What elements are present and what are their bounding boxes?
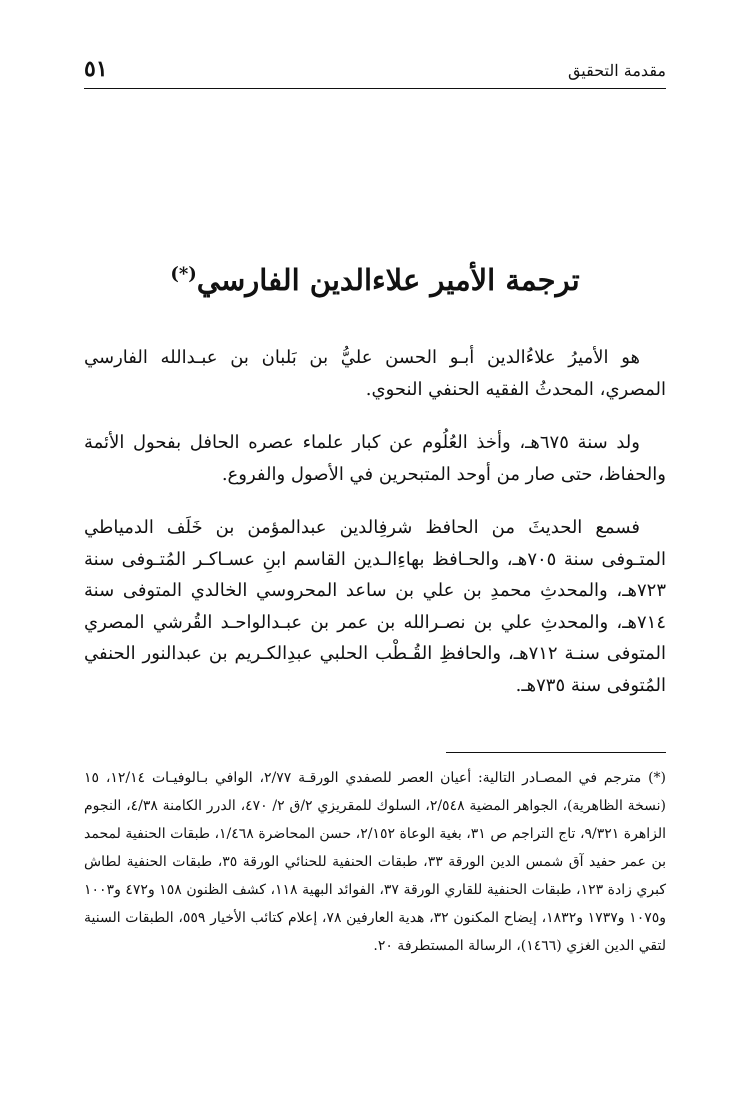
footnote-reference-mark: (*) xyxy=(170,263,197,285)
body-text xyxy=(84,342,666,723)
page-number: ٥١ xyxy=(84,56,108,82)
footnote-text: (*) مترجم في المصـادر التالية: أعيان العصر للصفدي الورقـة ٢/٧٧، الوافي بـالوفيـات ١٢/١٤، ١٥ (نسخة الظاهرية)، الجواهر المضية ٢/٥٤٨، السلوك للمقريزي ٢/ق ٢/ ٤٧٠، الدرر الكامنة ٤/٣٨، النجوم الزاهرة ٩/٣٢١، تاج التراجم ص ٣١، بغية الوعاة ٢/١٥٢، حسن المحاضرة ١/٤٦٨، طبقات الحنفية لمحمد بن عمر حفيد آق شمس الدين الورقة ٣٣، طبقات الحنفية للحنائي الورقة ٣٥، طبقات الحنفية لطاش كبري زادة ١٢٣، طبقات الحنفية للقاري الورقة ٣٧، الفوائد البهية ١١٨، كشف الظنون ١٥٨ و٤٧٢ و١٠٠٣ و١٠٧٥ و١٧٣٧ و١٨٣٢، إيضاح المكنون ٣٢، هدية العارفين ٧٨، إعلام كتائب الأخيار ٥٥٩، الطبقات السنية لتقي الدين الغزي (١٤٦٦)، الرسالة المستطرفة ٢٠. xyxy=(84,770,667,954)
chapter-title-text: ترجمة الأمير علاءالدين الفارسي xyxy=(196,263,580,297)
header-rule xyxy=(84,88,666,89)
running-header xyxy=(84,56,666,88)
body-paragraph: فسمع الحديثَ من الحافظ شرفِالدين عبدالمؤمن بن خَلَف الدمياطي المتـوفى سنة ٧٠٥هـ، والحـافظ بهاءِالـدين القاسم ابنِ عسـاكـر المُتـوفى سنة ٧٢٣هـ، والمحدثِ محمدِ بن علي بن ساعد المحروسي الخالدي المتوفى سنة ٧١٤هـ، والمحدثِ علي بن نصـرالله بن عمر بن عبـدالواحـد القُرشي المصري المتوفى سنـة ٧١٢هـ، والحافظِ القُـطْب الحلبي عبدِالكـريم بن عبدالنور الحنفي المُتوفى سنة ٧٣٥هـ. xyxy=(84,517,666,696)
body-paragraph: هو الأميرُ علاءُالدين أبـو الحسن عليُّ بن بَلبان بن عبـدالله الفارسي المصري، المحدثُ الفقيه الحنفي النحوي. xyxy=(84,347,666,400)
body-paragraph: ولد سنة ٦٧٥هـ، وأخذ العُلُوم عن كبار علماء عصره الحافل بفحول الأئمة والحفاظ، حتى صار من أوحد المتبحرين في الأصول والفروع. xyxy=(84,432,666,485)
chapter-title xyxy=(84,258,666,302)
running-header-title: مقدمة التحقيق xyxy=(567,61,666,80)
footnote xyxy=(84,764,666,960)
footnote-rule xyxy=(446,752,666,753)
